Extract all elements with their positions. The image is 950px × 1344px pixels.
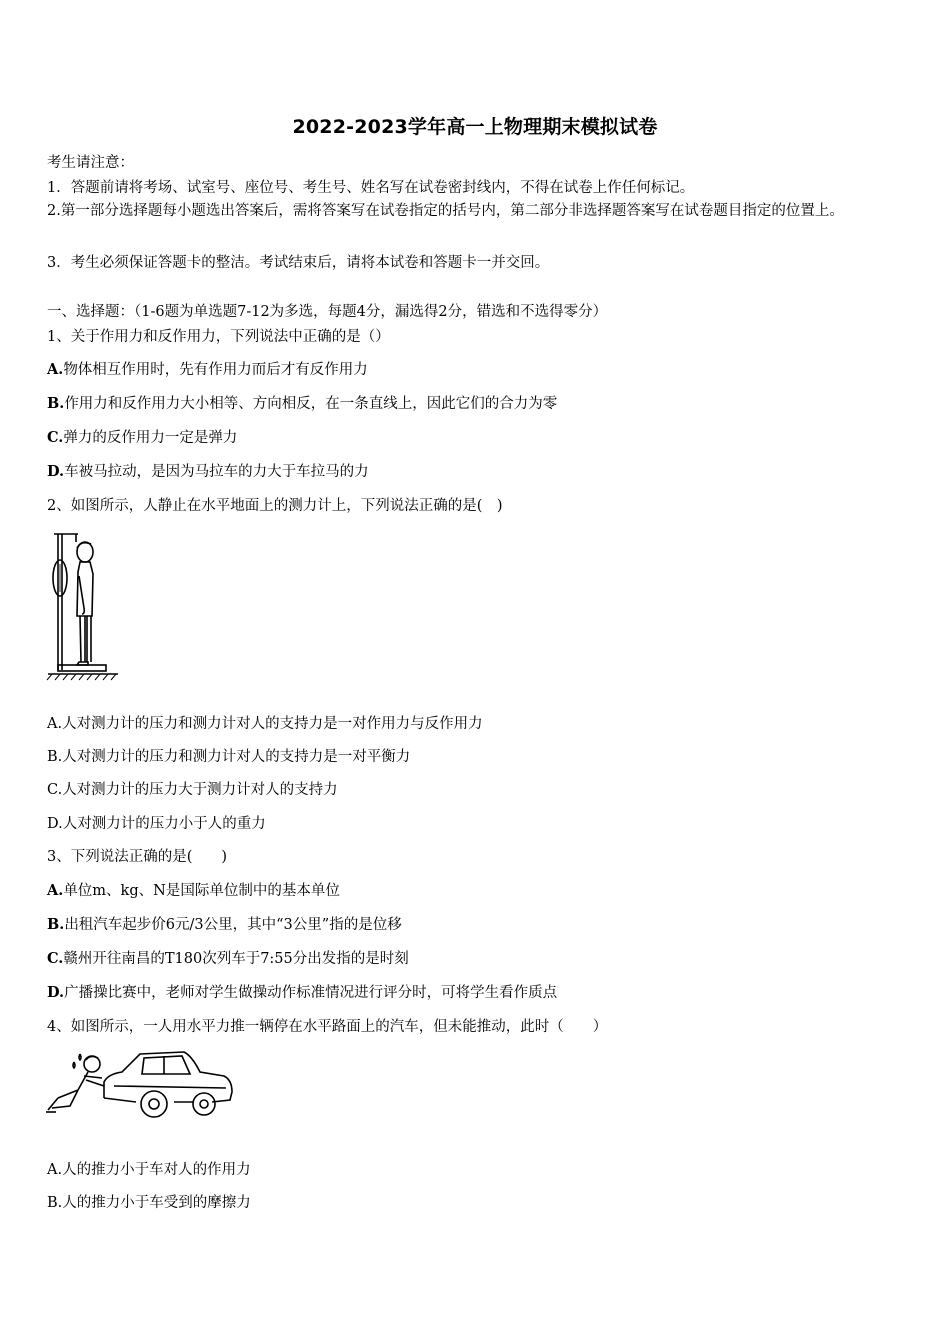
option-letter: B. — [47, 916, 65, 933]
question-stem: 4、如图所示，一人用水平力推一辆停在水平路面上的汽车，但未能推动，此时（ ） — [47, 1019, 608, 1035]
option-letter: A. — [47, 1162, 63, 1178]
option-text: 人的推力小于车对人的作用力 — [62, 1162, 251, 1178]
option-text: 物体相互作用时，先有作用力而后才有反作用力 — [63, 362, 368, 378]
option-b[interactable] — [47, 1193, 251, 1213]
question-stem: 2、如图所示，人静止在水平地面上的测力计上，下列说法正确的是( ) — [47, 498, 503, 514]
option-letter: D. — [47, 984, 65, 1001]
notice-item: 2.第一部分选择题每小题选出答案后，需将答案写在试卷指定的括号内，第二部分非选择题答案写在试卷题目指定的位置上。 — [47, 203, 844, 219]
option-d[interactable] — [47, 983, 557, 1003]
option-text: 人对测力计的压力大于测力计对人的支持力 — [62, 782, 338, 798]
page-title: 2022-2023学年高一上物理期末模拟试卷 — [292, 116, 658, 138]
notice-item: 3．考生必须保证答题卡的整洁。考试结束后，请将本试卷和答题卡一并交回。 — [47, 255, 550, 271]
option-letter: D. — [47, 463, 65, 480]
notice-heading: 考生请注意： — [47, 155, 134, 171]
option-text: 出租汽车起步价6元/3公里，其中“3公里”指的是位移 — [64, 917, 402, 933]
option-letter: B. — [47, 1195, 63, 1211]
option-b[interactable] — [47, 394, 557, 414]
notice-item: 1．答题前请将考场、试室号、座位号、考生号、姓名写在试卷密封线内，不得在试卷上作任何标记。 — [47, 180, 695, 196]
option-letter: B. — [47, 395, 65, 412]
option-letter: C. — [47, 429, 64, 446]
option-text: 车被马拉动，是因为马拉车的力大于车拉马的力 — [64, 464, 369, 480]
option-letter: C. — [47, 950, 64, 967]
option-c[interactable] — [47, 428, 237, 448]
option-letter: D. — [47, 816, 63, 832]
option-text: 广播操比赛中，老师对学生做操动作标准情况进行评分时，可将学生看作质点 — [64, 985, 558, 1001]
question-stem: 1、关于作用力和反作用力，下列说法中正确的是（） — [47, 329, 390, 345]
option-text: 作用力和反作用力大小相等、方向相反，在一条直线上，因此它们的合力为零 — [64, 396, 558, 412]
section-heading: 一、选择题：（1-6题为单选题7-12为多选，每题4分，漏选得2分，错选和不选得零分） — [47, 304, 608, 320]
option-a[interactable] — [47, 360, 368, 380]
option-letter: A. — [47, 361, 64, 378]
option-text: 赣州开往南昌的T180次列车于7:55分出发指的是时刻 — [63, 951, 409, 967]
option-c[interactable] — [47, 780, 338, 800]
option-letter: C. — [47, 782, 63, 798]
option-text: 弹力的反作用力一定是弹力 — [63, 430, 238, 446]
person-on-scale-figure — [44, 528, 124, 684]
question-stem: 3、下列说法正确的是( ) — [47, 849, 228, 865]
person-pushing-car-figure — [44, 1046, 236, 1124]
option-text: 人对测力计的压力小于人的重力 — [62, 816, 266, 832]
option-text: 人对测力计的压力和测力计对人的支持力是一对作用力与反作用力 — [62, 716, 483, 732]
option-letter: B. — [47, 749, 63, 765]
option-a[interactable] — [47, 714, 483, 734]
option-d[interactable] — [47, 814, 266, 834]
option-text: 人对测力计的压力和测力计对人的支持力是一对平衡力 — [62, 749, 411, 765]
option-d[interactable] — [47, 462, 369, 482]
option-text: 单位m、kg、N是国际单位制中的基本单位 — [63, 883, 340, 899]
option-c[interactable] — [47, 949, 409, 969]
option-letter: A. — [47, 882, 64, 899]
option-a[interactable] — [47, 1160, 251, 1180]
option-text: 人的推力小于车受到的摩擦力 — [62, 1195, 251, 1211]
option-b[interactable] — [47, 747, 410, 767]
option-a[interactable] — [47, 881, 340, 901]
option-b[interactable] — [47, 915, 402, 935]
option-letter: A. — [47, 716, 63, 732]
